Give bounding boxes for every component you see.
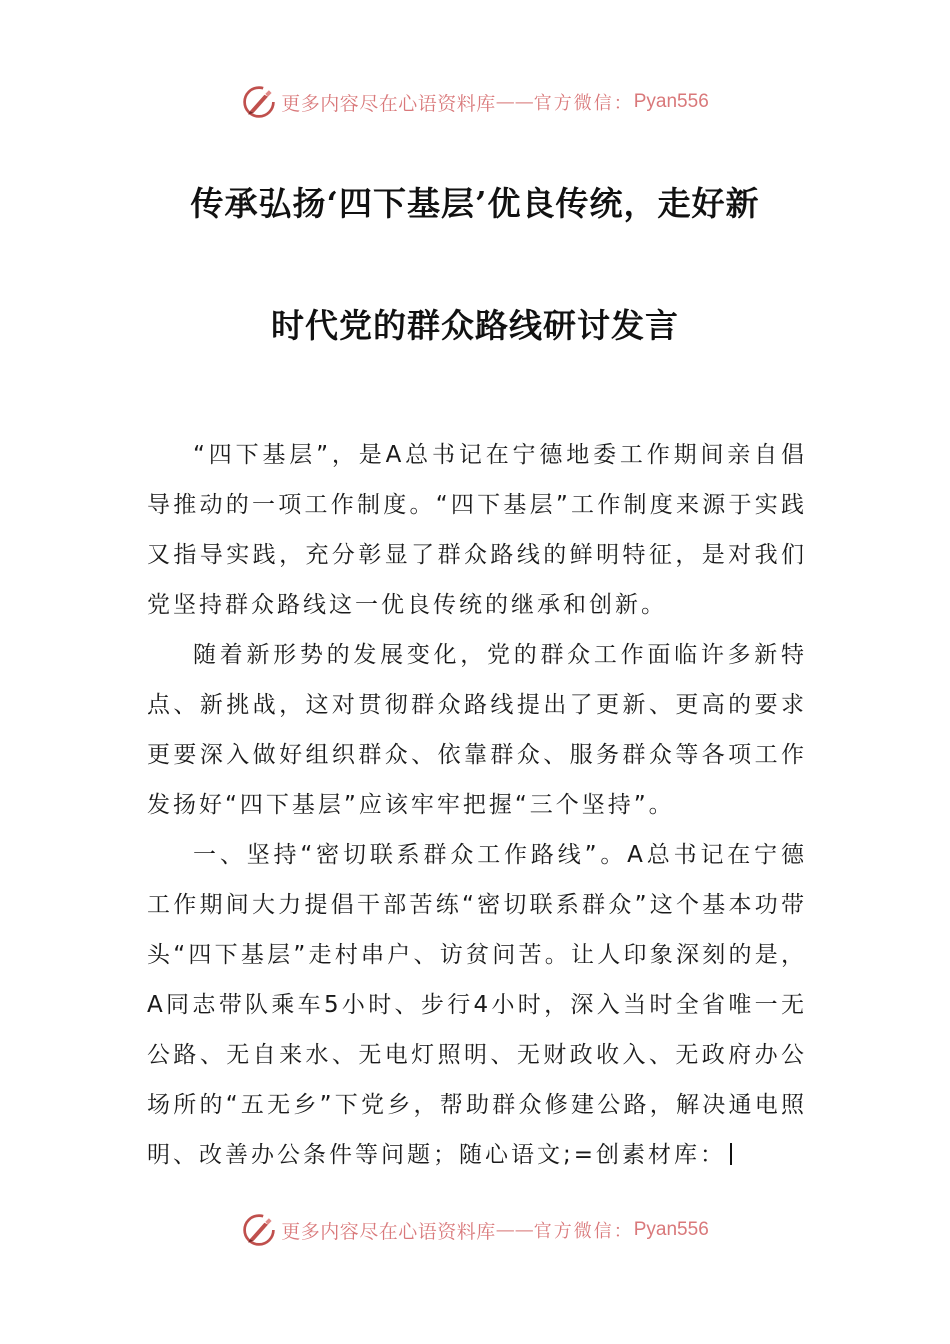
document-title-line-2: 时代党的群众路线研讨发言 — [271, 306, 679, 345]
watermark-id: Pyan556 — [633, 1219, 709, 1240]
watermark-label: 官方微信： — [533, 1221, 634, 1242]
pen-logo-icon — [241, 1212, 277, 1248]
document-title-line-1: 传承弘扬‘四下基层’优良传统，走好新 — [190, 184, 760, 223]
paragraph-1: “四下基层”，是A总书记在宁德地委工作期间亲自倡导推动的一项工作制度。“四下基层”工作制度来源于实践又指导实践，充分彰显了群众路线的鲜明特征，是对我们党坚持群众路线这一优良传统的继承和创新。 — [147, 442, 807, 618]
document-body — [147, 430, 807, 1180]
text-cursor — [730, 1143, 732, 1165]
watermark-separator: —— — [495, 1219, 534, 1241]
watermark-top — [0, 80, 950, 124]
watermark-id: Pyan556 — [633, 91, 709, 112]
paragraph-3 — [147, 830, 807, 1180]
watermark-bottom — [0, 1208, 950, 1252]
watermark-main-text: 更多内容尽在心语资料库 — [281, 1220, 496, 1243]
paragraph-3-text: 一、坚持“密切联系群众工作路线”。A总书记在宁德工作期间大力提倡干部苦练“密切联系群众”这个基本功带头“四下基层”走村串户、访贫问苦。让人印象深刻的是，A同志带队乘车5小时、步行4小时，深入当时全省唯一无公路、无自来水、无电灯照明、无财政收入、无政府办公场所的“五无乡”下党乡，帮助群众修建公路，解决通电照明、改善办公条件等问题；随心语文;=创素材库： — [147, 842, 807, 1168]
watermark-label: 官方微信： — [533, 93, 634, 114]
watermark-separator: —— — [495, 91, 534, 113]
pen-logo-icon — [241, 84, 277, 120]
paragraph-2: 随着新形势的发展变化，党的群众工作面临许多新特点、新挑战，这对贯彻群众路线提出了更新、更高的要求更要深入做好组织群众、依靠群众、服务群众等各项工作发扬好“四下基层”应该牢牢把握“三个坚持”。 — [147, 642, 807, 818]
watermark-main-text: 更多内容尽在心语资料库 — [281, 92, 496, 115]
